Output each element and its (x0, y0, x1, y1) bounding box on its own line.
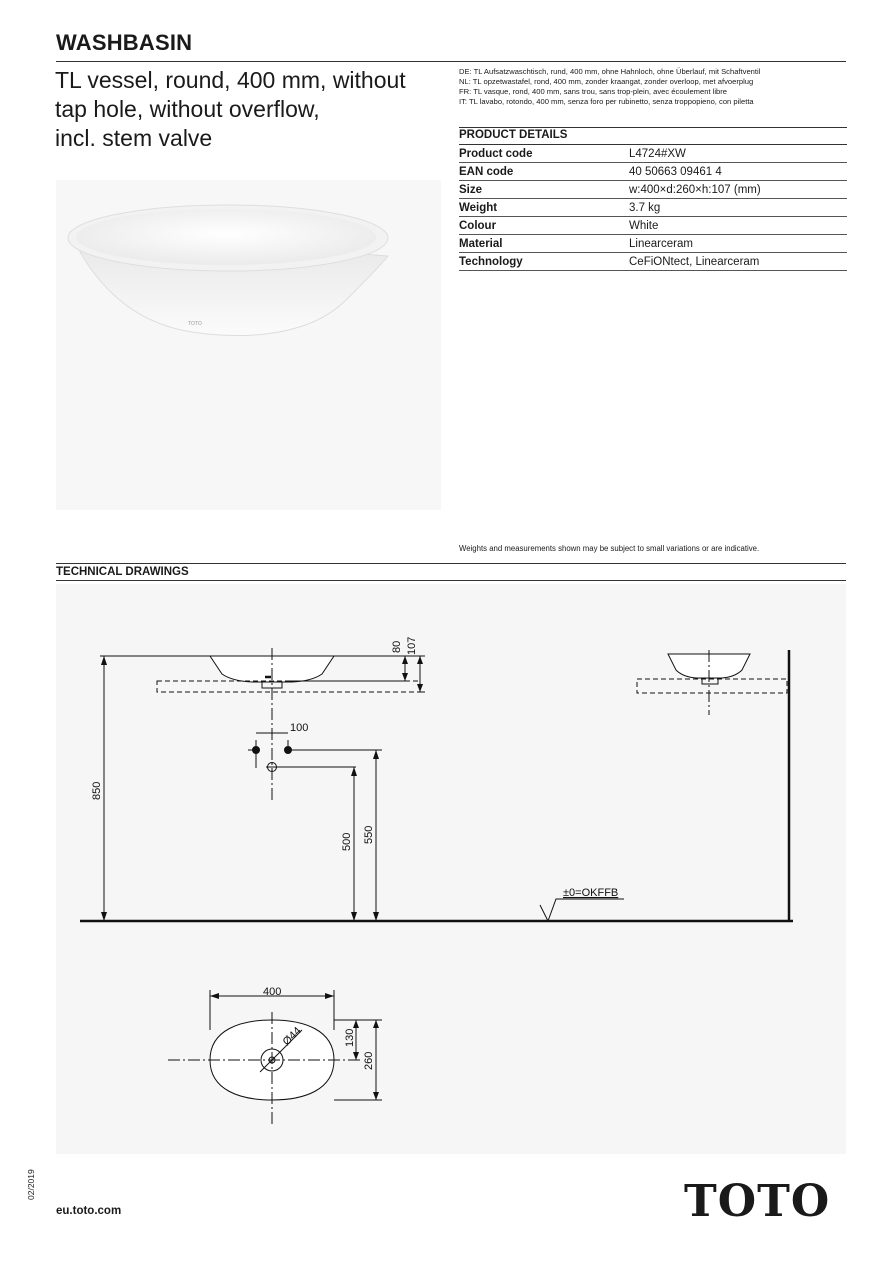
detail-value: L4724#XW (629, 145, 847, 163)
dim-400: 400 (263, 986, 282, 998)
dim-500: 500 (341, 832, 353, 851)
website-link[interactable]: eu.toto.com (56, 1205, 122, 1217)
translation-nl: NL: TL opzetwastafel, rond, 400 mm, zonder kraangat, zonder overloop, met afvoerplug (459, 77, 754, 86)
detail-label: Size (459, 181, 629, 199)
dim-diameter-44: Ø44 (280, 1024, 304, 1049)
dim-80: 80 (391, 640, 403, 653)
floor-level-marker (540, 899, 624, 921)
dim-260: 260 (363, 1051, 375, 1070)
product-details-heading: PRODUCT DETAILS (459, 129, 568, 141)
detail-label: EAN code (459, 163, 629, 181)
detail-label: Material (459, 235, 629, 253)
subtitle-line: TL vessel, round, 400 mm, without (55, 67, 406, 93)
dim-100: 100 (290, 722, 309, 734)
detail-value: Linearceram (629, 235, 847, 253)
detail-label: Technology (459, 253, 629, 271)
page-title: WASHBASIN (56, 30, 193, 55)
detail-value: 3.7 kg (629, 199, 847, 217)
countertop-outline (157, 681, 420, 692)
dim-850: 850 (91, 781, 103, 800)
detail-label: Weight (459, 199, 629, 217)
toto-logo: TOTO (684, 1176, 831, 1227)
floor-level-label: ±0=OKFFB (563, 887, 619, 899)
technical-drawings-heading: TECHNICAL DRAWINGS (56, 566, 189, 578)
translation-de: DE: TL Aufsatzwaschtisch, rund, 400 mm, ohne Hahnloch, ohne Überlauf, mit Schaftventil (459, 67, 761, 76)
detail-label: Product code (459, 145, 629, 163)
translation-fr: FR: TL vasque, rond, 400 mm, sans trou, sans trop-plein, avec écoulement libre (459, 87, 728, 96)
detail-value: White (629, 217, 847, 235)
photo-brand-mark: TOTO (188, 321, 202, 327)
detail-label: Colour (459, 217, 629, 235)
detail-value: CeFiONtect, Linearceram (629, 253, 847, 271)
dim-107: 107 (406, 636, 418, 655)
translation-it: IT: TL lavabo, rotondo, 400 mm, senza foro per rubinetto, senza troppopieno, con piletta (459, 97, 754, 106)
detail-value: 40 50663 09461 4 (629, 163, 847, 181)
detail-value: w:400×d:260×h:107 (mm) (629, 181, 847, 199)
dim-550: 550 (363, 825, 375, 844)
dim-130: 130 (344, 1028, 356, 1047)
publication-date: 02/2019 (26, 1169, 36, 1200)
measurement-note: Weights and measurements shown may be subject to small variations or are indicative. (459, 544, 760, 553)
subtitle-line: tap hole, without overflow, (55, 96, 320, 122)
subtitle-line: incl. stem valve (55, 125, 213, 151)
